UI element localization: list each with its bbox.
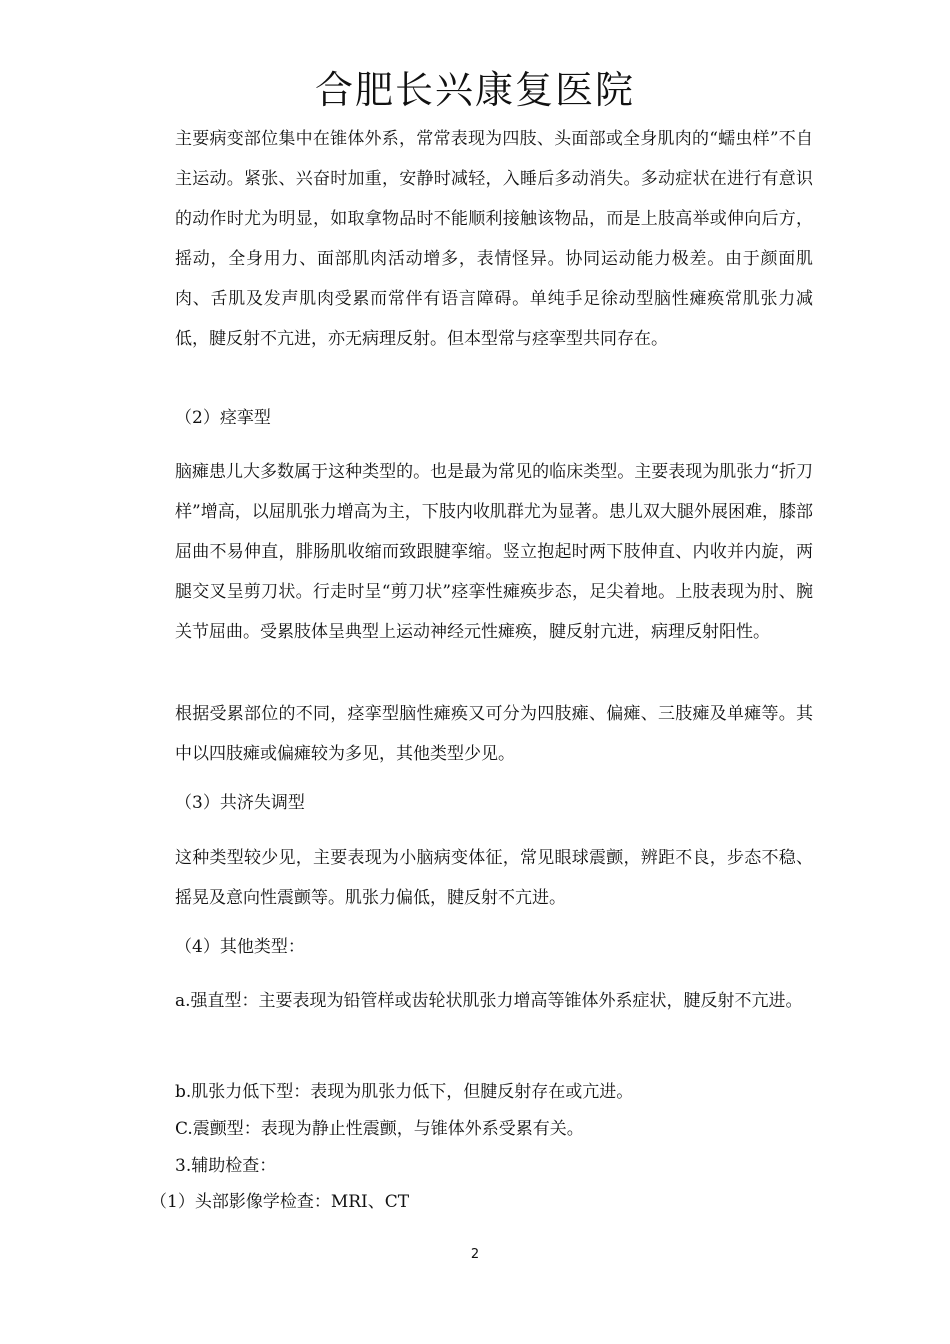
paragraph-hypotonic-type: b.肌张力低下型：表现为肌张力低下，但腱反射存在或亢进。 — [175, 1082, 634, 1102]
section-heading-head-imaging: （1）头部影像学检查：MRI、CT — [150, 1192, 410, 1212]
paragraph-tremor-type: C.震颤型：表现为静止性震颤，与锥体外系受累有关。 — [175, 1119, 584, 1139]
page-number: 2 — [470, 1247, 480, 1262]
section-heading-spastic: （2）痉挛型 — [175, 408, 271, 428]
paragraph-athetoid-description: 主要病变部位集中在锥体外系，常常表现为四肢、头面部或全身肌肉的“蠕虫样”不自主运动。紧张、兴奋时加重，安静时减轻，入睡后多动消失。多动症状在进行有意识的动作时尤为明显，如取拿物品时不能顺利接触该物品，而是上肢高举或伸向后方，摇动，全身用力、面部肌肉活动增多，表情怪异。协同运动能力极差。由于颜面肌肉、舌肌及发声肌肉受累而常伴有语言障碍。单纯手足徐动型脑性瘫痪常肌张力减低，腱反射不亢进，亦无病理反射。但本型常与痉挛型共同存在。 — [175, 129, 813, 349]
section-heading-ataxic: （3）共济失调型 — [175, 793, 305, 813]
section-heading-other-types: （4）其他类型： — [175, 937, 305, 957]
document-title: 合肥长兴康复医院 — [314, 68, 635, 112]
paragraph-spastic-subtypes: 根据受累部位的不同，痉挛型脑性瘫痪又可分为四肢瘫、偏瘫、三肢瘫及单瘫等。其中以四肢瘫或偏瘫较为多见，其他类型少见。 — [175, 704, 813, 764]
paragraph-spastic-description: 脑瘫患儿大多数属于这种类型的。也是最为常见的临床类型。主要表现为肌张力“折刀样”增高，以屈肌张力增高为主，下肢内收肌群尤为显著。患儿双大腿外展困难，膝部屈曲不易伸直，腓肠肌收缩而致跟腱挛缩。竖立抱起时两下肢伸直、内收并内旋，两腿交叉呈剪刀状。行走时呈“剪刀状”痉挛性瘫痪步态，足尖着地。上肢表现为肘、腕关节屈曲。受累肢体呈典型上运动神经元性瘫痪，腱反射亢进，病理反射阳性。 — [175, 462, 813, 642]
section-heading-auxiliary-exams: 3.辅助检查： — [175, 1156, 277, 1176]
paragraph-rigid-type: a.强直型：主要表现为铅管样或齿轮状肌张力增高等锥体外系症状，腱反射不亢进。 — [175, 991, 803, 1011]
paragraph-ataxic-description: 这种类型较少见，主要表现为小脑病变体征，常见眼球震颤，辨距不良，步态不稳、摇晃及意向性震颤等。肌张力偏低，腱反射不亢进。 — [175, 848, 813, 908]
